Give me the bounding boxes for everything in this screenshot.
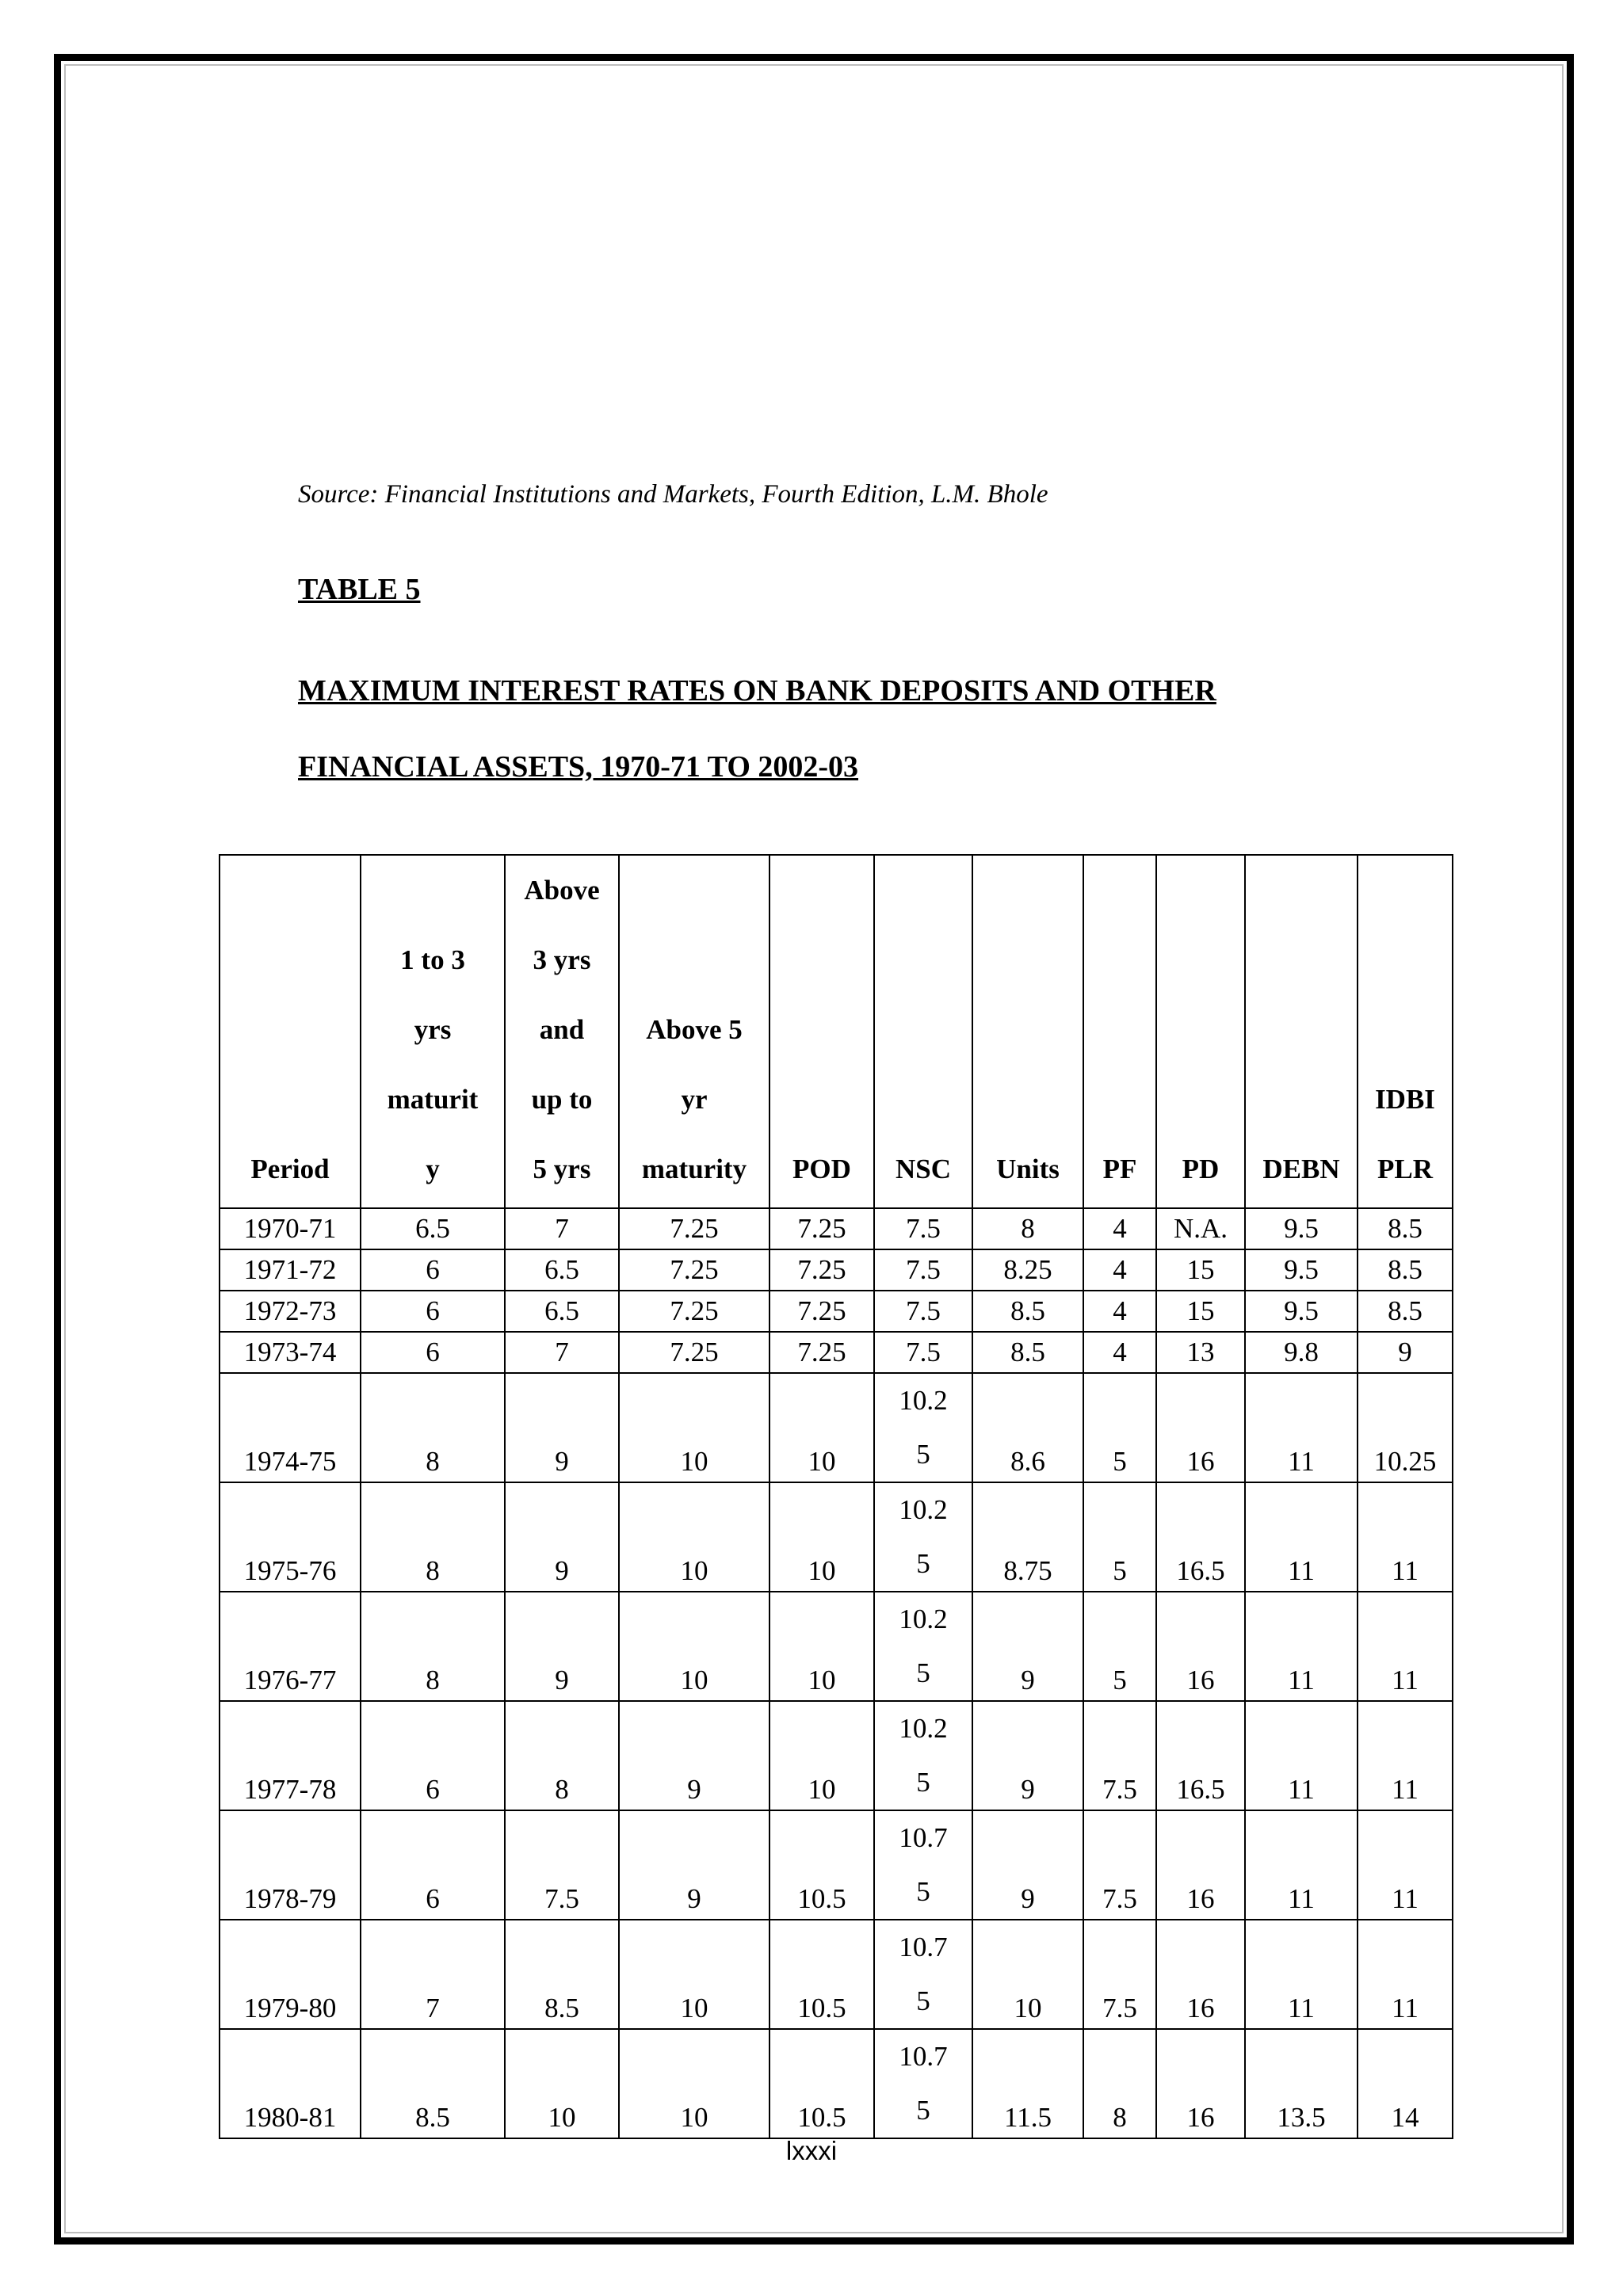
rate-cell: 7.5 — [1083, 1920, 1156, 2029]
column-header-line: NSC — [895, 1154, 952, 1184]
rate-cell: 10 — [769, 1373, 874, 1482]
column-header-line: POD — [792, 1154, 851, 1184]
rate-cell: 8.5 — [972, 1332, 1083, 1373]
rate-cell-wrap-first: 10.2 — [899, 1713, 948, 1744]
table-row — [220, 1701, 1453, 1810]
rate-cell: 11 — [1245, 1701, 1358, 1810]
rate-cell: 7.25 — [769, 1332, 874, 1373]
column-header — [1156, 855, 1245, 1208]
table-row — [220, 1482, 1453, 1592]
rate-cell: 7 — [505, 1332, 619, 1373]
rate-cell: 10 — [619, 1482, 769, 1592]
rate-cell: 13.5 — [1245, 2029, 1358, 2138]
period-cell: 1973-74 — [220, 1332, 361, 1373]
rate-cell: 11 — [1358, 1810, 1453, 1920]
rate-cell: 10 — [769, 1482, 874, 1592]
rate-cell-wrap-first: 10.7 — [899, 1932, 948, 1962]
period-cell: 1972-73 — [220, 1291, 361, 1332]
column-header-line: Units — [996, 1154, 1060, 1184]
rate-cell: 16 — [1156, 1810, 1245, 1920]
rate-cell: 6 — [361, 1332, 505, 1373]
rate-cell: 8.5 — [505, 1920, 619, 2029]
period-cell: 1975-76 — [220, 1482, 361, 1592]
rate-cell: 5 — [1083, 1482, 1156, 1592]
rate-cell: 10.25 — [1358, 1373, 1453, 1482]
rate-cell: 7.25 — [619, 1332, 769, 1373]
rate-cell: 8.5 — [1358, 1208, 1453, 1249]
rate-cell: 9 — [972, 1701, 1083, 1810]
rate-cell-wrap-second: 5 — [916, 2095, 930, 2126]
rate-cell: 11 — [1245, 1592, 1358, 1701]
rate-cell: 9 — [505, 1592, 619, 1701]
column-header — [505, 855, 619, 1208]
rate-cell: 5 — [1083, 1373, 1156, 1482]
rate-cell: 11 — [1358, 1701, 1453, 1810]
rate-cell: 6 — [361, 1291, 505, 1332]
rate-cell: 16 — [1156, 2029, 1245, 2138]
rate-cell: 8.5 — [1358, 1291, 1453, 1332]
column-header-line: maturit — [387, 1084, 479, 1115]
column-header — [361, 855, 505, 1208]
rate-cell: 13 — [1156, 1332, 1245, 1373]
rate-cell: 11 — [1358, 1592, 1453, 1701]
table-row — [220, 1208, 1453, 1249]
rate-cell: 10.5 — [769, 2029, 874, 2138]
column-header — [1083, 855, 1156, 1208]
column-header-line: PD — [1182, 1154, 1220, 1184]
column-header-line: up to — [531, 1084, 593, 1115]
rate-cell-wrap-first: 10.7 — [899, 1822, 948, 1853]
column-header-line: Above 5 — [646, 1014, 743, 1045]
rate-cell: 6.5 — [505, 1249, 619, 1291]
column-header — [220, 855, 361, 1208]
rate-cell-wrap-first: 10.2 — [899, 1494, 948, 1525]
column-header — [874, 855, 972, 1208]
rate-cell: 7.5 — [874, 1332, 972, 1373]
rate-cell: 6.5 — [505, 1291, 619, 1332]
rate-cell — [874, 1592, 972, 1701]
rate-cell-wrap-second: 5 — [916, 1876, 930, 1907]
rate-cell: 15 — [1156, 1249, 1245, 1291]
rate-cell: 10 — [619, 1373, 769, 1482]
rate-cell-wrap-second: 5 — [916, 1767, 930, 1798]
rate-cell: 9 — [1358, 1332, 1453, 1373]
rate-cell: 7.25 — [619, 1208, 769, 1249]
period-cell: 1970-71 — [220, 1208, 361, 1249]
rate-cell: 8.5 — [972, 1291, 1083, 1332]
rate-cell — [874, 1373, 972, 1482]
period-cell: 1974-75 — [220, 1373, 361, 1482]
rate-cell: 11.5 — [972, 2029, 1083, 2138]
rate-cell: 6 — [361, 1701, 505, 1810]
rate-cell: 9.5 — [1245, 1291, 1358, 1332]
rate-cell: 10.5 — [769, 1810, 874, 1920]
rate-cell: 11 — [1245, 1920, 1358, 2029]
table-row — [220, 2029, 1453, 2138]
table-header-row — [220, 855, 1453, 1208]
period-cell: 1971-72 — [220, 1249, 361, 1291]
rate-cell: 6.5 — [361, 1208, 505, 1249]
rate-cell: 6 — [361, 1249, 505, 1291]
rate-cell — [874, 1701, 972, 1810]
rate-cell: 10 — [619, 2029, 769, 2138]
rate-cell: 4 — [1083, 1291, 1156, 1332]
column-header-line: Period — [250, 1154, 330, 1184]
rate-cell: 11 — [1245, 1482, 1358, 1592]
period-cell: 1977-78 — [220, 1701, 361, 1810]
column-header — [619, 855, 769, 1208]
rate-cell: 8.6 — [972, 1373, 1083, 1482]
table-title-line-2: FINANCIAL ASSETS, 1970-71 TO 2002-03 — [298, 750, 859, 784]
rate-cell: 7.5 — [1083, 1701, 1156, 1810]
source-citation: Source: Financial Institutions and Markets, Fourth Edition, L.M. Bhole — [298, 480, 1048, 509]
rate-cell-wrap-first: 10.2 — [899, 1604, 948, 1634]
column-header-line: 1 to 3 — [400, 944, 465, 975]
rate-cell: 7.5 — [874, 1208, 972, 1249]
table-row — [220, 1373, 1453, 1482]
rate-cell: 9 — [619, 1810, 769, 1920]
rate-cell: 8 — [361, 1482, 505, 1592]
rate-cell: 11 — [1245, 1373, 1358, 1482]
column-header — [769, 855, 874, 1208]
rate-cell-wrap-first: 10.2 — [899, 1385, 948, 1416]
column-header — [1245, 855, 1358, 1208]
rate-cell: 16.5 — [1156, 1482, 1245, 1592]
rate-cell: 7.5 — [874, 1249, 972, 1291]
period-cell: 1976-77 — [220, 1592, 361, 1701]
interest-rates-table — [219, 854, 1453, 2139]
rate-cell-wrap-first: 10.7 — [899, 2041, 948, 2072]
rate-cell: 16 — [1156, 1373, 1245, 1482]
rate-cell: 7 — [505, 1208, 619, 1249]
rate-cell: 7.5 — [1083, 1810, 1156, 1920]
rate-cell: 8 — [505, 1701, 619, 1810]
column-header-line: Above — [524, 875, 600, 906]
rate-cell: 11 — [1358, 1920, 1453, 2029]
period-cell: 1980-81 — [220, 2029, 361, 2138]
rate-cell: 8.5 — [361, 2029, 505, 2138]
rate-cell — [874, 1482, 972, 1592]
rate-cell: 4 — [1083, 1208, 1156, 1249]
table-label: TABLE 5 — [298, 573, 421, 606]
page-number: lxxxi — [785, 2136, 838, 2165]
rate-cell: 7 — [361, 1920, 505, 2029]
table-row — [220, 1249, 1453, 1291]
rate-cell: 7.25 — [769, 1208, 874, 1249]
rate-cell: 9.5 — [1245, 1249, 1358, 1291]
period-cell: 1978-79 — [220, 1810, 361, 1920]
rate-cell — [874, 1810, 972, 1920]
rate-cell: 9.8 — [1245, 1332, 1358, 1373]
column-header-line: IDBI — [1375, 1084, 1435, 1115]
rate-cell: 4 — [1083, 1249, 1156, 1291]
column-header — [1358, 855, 1453, 1208]
rate-cell: 9 — [972, 1810, 1083, 1920]
rate-cell: 9.5 — [1245, 1208, 1358, 1249]
table-row — [220, 1592, 1453, 1701]
period-cell: 1979-80 — [220, 1920, 361, 2029]
rate-cell-wrap-second: 5 — [916, 1985, 930, 2016]
column-header-line: y — [426, 1154, 440, 1184]
table-title-line-1: MAXIMUM INTEREST RATES ON BANK DEPOSITS AND OTHER — [298, 674, 1216, 707]
column-header-line: and — [539, 1014, 585, 1045]
rate-cell: 10 — [619, 1920, 769, 2029]
column-header-line: DEBN — [1262, 1154, 1340, 1184]
rate-cell — [874, 2029, 972, 2138]
rate-cell: 8 — [972, 1208, 1083, 1249]
rate-cell: 6 — [361, 1810, 505, 1920]
rate-cell: 10 — [769, 1592, 874, 1701]
rate-cell: 10.5 — [769, 1920, 874, 2029]
rate-cell: 8 — [361, 1592, 505, 1701]
rate-cell: 16.5 — [1156, 1701, 1245, 1810]
rate-cell-wrap-second: 5 — [916, 1548, 930, 1579]
rate-cell: 7.25 — [619, 1249, 769, 1291]
column-header-line: PF — [1102, 1154, 1137, 1184]
column-header-line: 5 yrs — [533, 1154, 591, 1184]
rate-cell: 7.25 — [769, 1291, 874, 1332]
rate-cell: 10 — [972, 1920, 1083, 2029]
rate-cell: 14 — [1358, 2029, 1453, 2138]
rate-cell: N.A. — [1156, 1208, 1245, 1249]
rate-cell — [874, 1920, 972, 2029]
rate-cell: 7.5 — [505, 1810, 619, 1920]
rate-cell: 7.5 — [874, 1291, 972, 1332]
rate-cell-wrap-second: 5 — [916, 1439, 930, 1470]
rate-cell: 9 — [505, 1373, 619, 1482]
column-header-line: yrs — [414, 1014, 452, 1045]
column-header — [972, 855, 1083, 1208]
rate-cell: 8.75 — [972, 1482, 1083, 1592]
rate-cell: 5 — [1083, 1592, 1156, 1701]
rate-cell: 8.25 — [972, 1249, 1083, 1291]
rate-cell: 9 — [619, 1701, 769, 1810]
column-header-line: maturity — [641, 1154, 747, 1184]
rate-cell: 9 — [505, 1482, 619, 1592]
rate-cell: 4 — [1083, 1332, 1156, 1373]
column-header-line: yr — [681, 1084, 708, 1115]
rate-cell: 15 — [1156, 1291, 1245, 1332]
rate-cell: 10 — [619, 1592, 769, 1701]
rate-cell: 9 — [972, 1592, 1083, 1701]
rate-cell: 11 — [1358, 1482, 1453, 1592]
rate-cell: 8.5 — [1358, 1249, 1453, 1291]
rate-cell: 7.25 — [619, 1291, 769, 1332]
rate-cell: 16 — [1156, 1920, 1245, 2029]
column-header-line: 3 yrs — [533, 944, 591, 975]
rate-cell: 10 — [505, 2029, 619, 2138]
table-row — [220, 1810, 1453, 1920]
column-header-line: PLR — [1377, 1154, 1433, 1184]
table-row — [220, 1291, 1453, 1332]
table-row — [220, 1920, 1453, 2029]
rate-cell: 16 — [1156, 1592, 1245, 1701]
rate-cell: 8 — [1083, 2029, 1156, 2138]
rate-cell: 10 — [769, 1701, 874, 1810]
rate-cell: 7.25 — [769, 1249, 874, 1291]
rate-cell: 8 — [361, 1373, 505, 1482]
table-row — [220, 1332, 1453, 1373]
rate-cell: 11 — [1245, 1810, 1358, 1920]
rate-cell-wrap-second: 5 — [916, 1657, 930, 1688]
